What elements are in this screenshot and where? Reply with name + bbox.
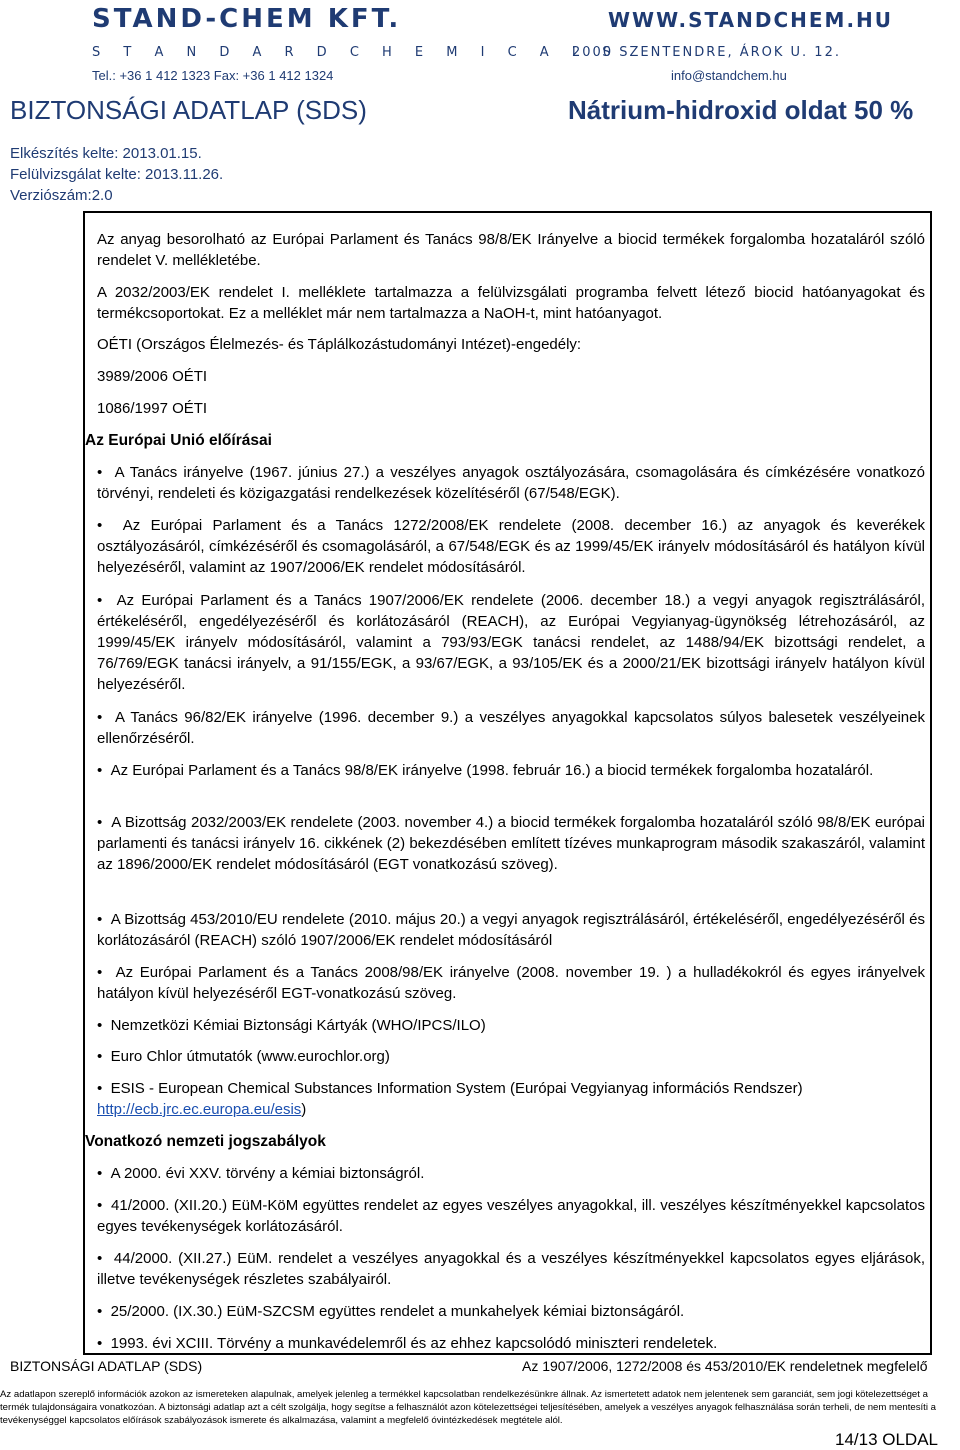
oeti-permit-2: 1086/1997 OÉTI bbox=[97, 400, 208, 417]
list-item: • 1993. évi XCIII. Törvény a munkavédelemről és az ehhez kapcsolódó miniszteri rendeletek. bbox=[97, 1333, 925, 1354]
list-item: • A Bizottság 2032/2003/EK rendelete (2003. november 4.) a biocid termékek forgalomba hozataláról szóló 98/8/EK európai parlamenti és tanácsi irányelv 16. cikkének (2) bekezdésében említett tízéves munkaprogram második szakaszáról, valamint az 1896/2000/EK rendelet módosításáról (EGT vonatkozású szöveg). bbox=[97, 812, 925, 875]
company-logo: STAND-CHEM KFT. bbox=[92, 4, 402, 34]
page-number: 14/13 OLDAL bbox=[834, 1430, 938, 1449]
list-item: • 25/2000. (IX.30.) EüM-SZCSM együttes rendelet a munkahelyek kémiai biztonságáról. bbox=[97, 1301, 925, 1322]
paragraph-2032-regulation: A 2032/2003/EK rendelet I. melléklete tartalmazza a felülvizsgálati programba felvett létező biocid hatóanyagokat és termékcsoportokat. Ez a melléklet már nem tartalmazza a NaOH-t, mint hatóanyagot. bbox=[97, 284, 925, 322]
list-item: • Az Európai Parlament és a Tanács 2008/98/EK irányelve (2008. november 19. ) a hulladékokról és egyes irányelvek hatályon kívül helyezéséről EGT-vonatkozású szöveg. bbox=[97, 962, 925, 1004]
esis-label: • ESIS - European Chemical Substances Information System (Európai Vegyianyag információs Rendszer) bbox=[97, 1080, 803, 1097]
email-address: info@standchem.hu bbox=[671, 68, 787, 83]
list-item-esis bbox=[97, 1078, 925, 1120]
list-item: • Az Európai Parlament és a Tanács 1272/2008/EK rendelete (2008. december 16.) az anyagok és keverékek osztályozásáról, címkézéséről és csomagolásáról, a 67/548/EGK és az 1999/45/EK irányelv módosításáról és hatályon kívül helyezéséről, valamint az 1907/2006/EK rendelet módosításáról. bbox=[97, 515, 925, 578]
list-item: • Az Európai Parlament és a Tanács 1907/2006/EK rendelete (2006. december 18.) a vegyi anyagok regisztrálásáról, értékeléséről, engedélyezéséről és korlátozásáról (REACH), az Európai Vegyianyag-ügynökség létrehozásáról, az 1999/45/EK irányelv módosításáról, valamint a 793/93/EGK tanácsi rendelet, az 1488/94/EK bizottsági rendelet, a 76/769/EGK tanácsi irányelv, a 91/155/EGK, a 93/67/EGK, a 93/105/EK és a 2000/21/EK bizottsági irányelv hatályon kívül helyezéséről. bbox=[97, 590, 925, 695]
product-name: Nátrium-hidroxid oldat 50 % bbox=[568, 95, 914, 125]
list-item: • 41/2000. (XII.20.) EüM-KöM együttes rendelet az egyes veszélyes anyagokkal, ill. veszélyes készítményekkel kapcsolatos egyes tevékenységek korlátozásáról. bbox=[97, 1195, 925, 1237]
list-item: • A Tanács 96/82/EK irányelve (1996. december 9.) a veszélyes anyagokkal kapcsolatos súlyos balesetek veszélyeinek ellenőrzéséről. bbox=[97, 707, 925, 749]
phone-fax: Tel.: +36 1 412 1323 Fax: +36 1 412 1324 bbox=[92, 68, 334, 83]
document-title: BIZTONSÁGI ADATLAP (SDS) bbox=[10, 95, 367, 125]
company-address: 2000 SZENTENDRE, ÁROK U. 12. bbox=[572, 45, 841, 60]
list-item: • Nemzetközi Kémiai Biztonsági Kártyák (WHO/IPCS/ILO) bbox=[97, 1015, 925, 1036]
footer-compliance: Az 1907/2006, 1272/2008 és 453/2010/EK rendeletnek megfelelő bbox=[522, 1358, 928, 1374]
list-item: • A 2000. évi XXV. törvény a kémiai biztonságról. bbox=[97, 1163, 925, 1184]
list-item: • Az Európai Parlament és a Tanács 98/8/EK irányelve (1998. február 16.) a biocid termékek forgalomba hozataláról. bbox=[97, 760, 925, 781]
paragraph-biocid-annex: Az anyag besorolható az Európai Parlament és Tanács 98/8/EK Irányelve a biocid termékek forgalomba hozataláról szóló rendelet V. mellékletébe. bbox=[97, 231, 925, 269]
revised-date: Felülvizsgálat kelte: 2013.11.26. bbox=[10, 166, 224, 183]
version-number: Verziószám:2.0 bbox=[10, 187, 113, 204]
company-website: WWW.STANDCHEM.HU bbox=[608, 8, 894, 32]
oeti-permit-1: 3989/2006 OÉTI bbox=[97, 368, 208, 385]
created-date: Elkészítés kelte: 2013.01.15. bbox=[10, 145, 202, 162]
esis-close: ) bbox=[301, 1101, 307, 1118]
paragraph-oeti-permit: OÉTI (Országos Élelmezés- és Táplálkozástudományi Intézet)-engedély: bbox=[97, 336, 582, 353]
national-regulations-heading: Vonatkozó nemzeti jogszabályok bbox=[85, 1133, 326, 1150]
eu-regulations-heading: Az Európai Unió előírásai bbox=[85, 432, 272, 449]
list-item: • A Bizottság 453/2010/EU rendelete (2010. május 20.) a vegyi anyagok regisztrálásáról, értékeléséről, engedélyezéséről és korlátozásáról (REACH) szóló 1907/2006/EK rendelet módosításáról bbox=[97, 909, 925, 951]
company-tagline: S T A N D A R D C H E M I C A L S bbox=[92, 45, 620, 60]
list-item: • Euro Chlor útmutatók (www.eurochlor.org) bbox=[97, 1046, 925, 1067]
list-item: • A Tanács irányelve (1967. június 27.) a veszélyes anyagok osztályozására, csomagolására és címkézésére vonatkozó törvényi, rendeleti és közigazgatási rendelkezések közelítéséről (67/548/EGK). bbox=[97, 462, 925, 504]
esis-link[interactable]: http://ecb.jrc.ec.europa.eu/esis bbox=[97, 1101, 302, 1118]
disclaimer-text: Az adatlapon szereplő információk azokon az ismereteken alapulnak, amelyek jelenleg a termékkel kapcsolatban rendelkezésünkre állnak. Az ismertetett adatok nem jelentenek sem garanciát, sem jogi kötelezettséget a termék tulajdonságaira vonatkozóan. A biztonsági adatlap azt a célt szolgálja, hogy segítse a felhasználót azon kötelezettségei teljesítésében, amelyek a veszélyes anyagok felhasználása során terheli, de nem mentesíti a tevékenységgel kapcsolatos előírások szabályozások ismerete és alkalmazása, valamint a megfelelő óvintézkedések megtétele alól. bbox=[0, 1389, 936, 1426]
list-item: • 44/2000. (XII.27.) EüM. rendelet a veszélyes anyagokkal és a veszélyes készítményekkel kapcsolatos egyes eljárások, illetve tevékenységek részletes szabályairól. bbox=[97, 1248, 925, 1290]
footer-title: BIZTONSÁGI ADATLAP (SDS) bbox=[10, 1358, 203, 1374]
